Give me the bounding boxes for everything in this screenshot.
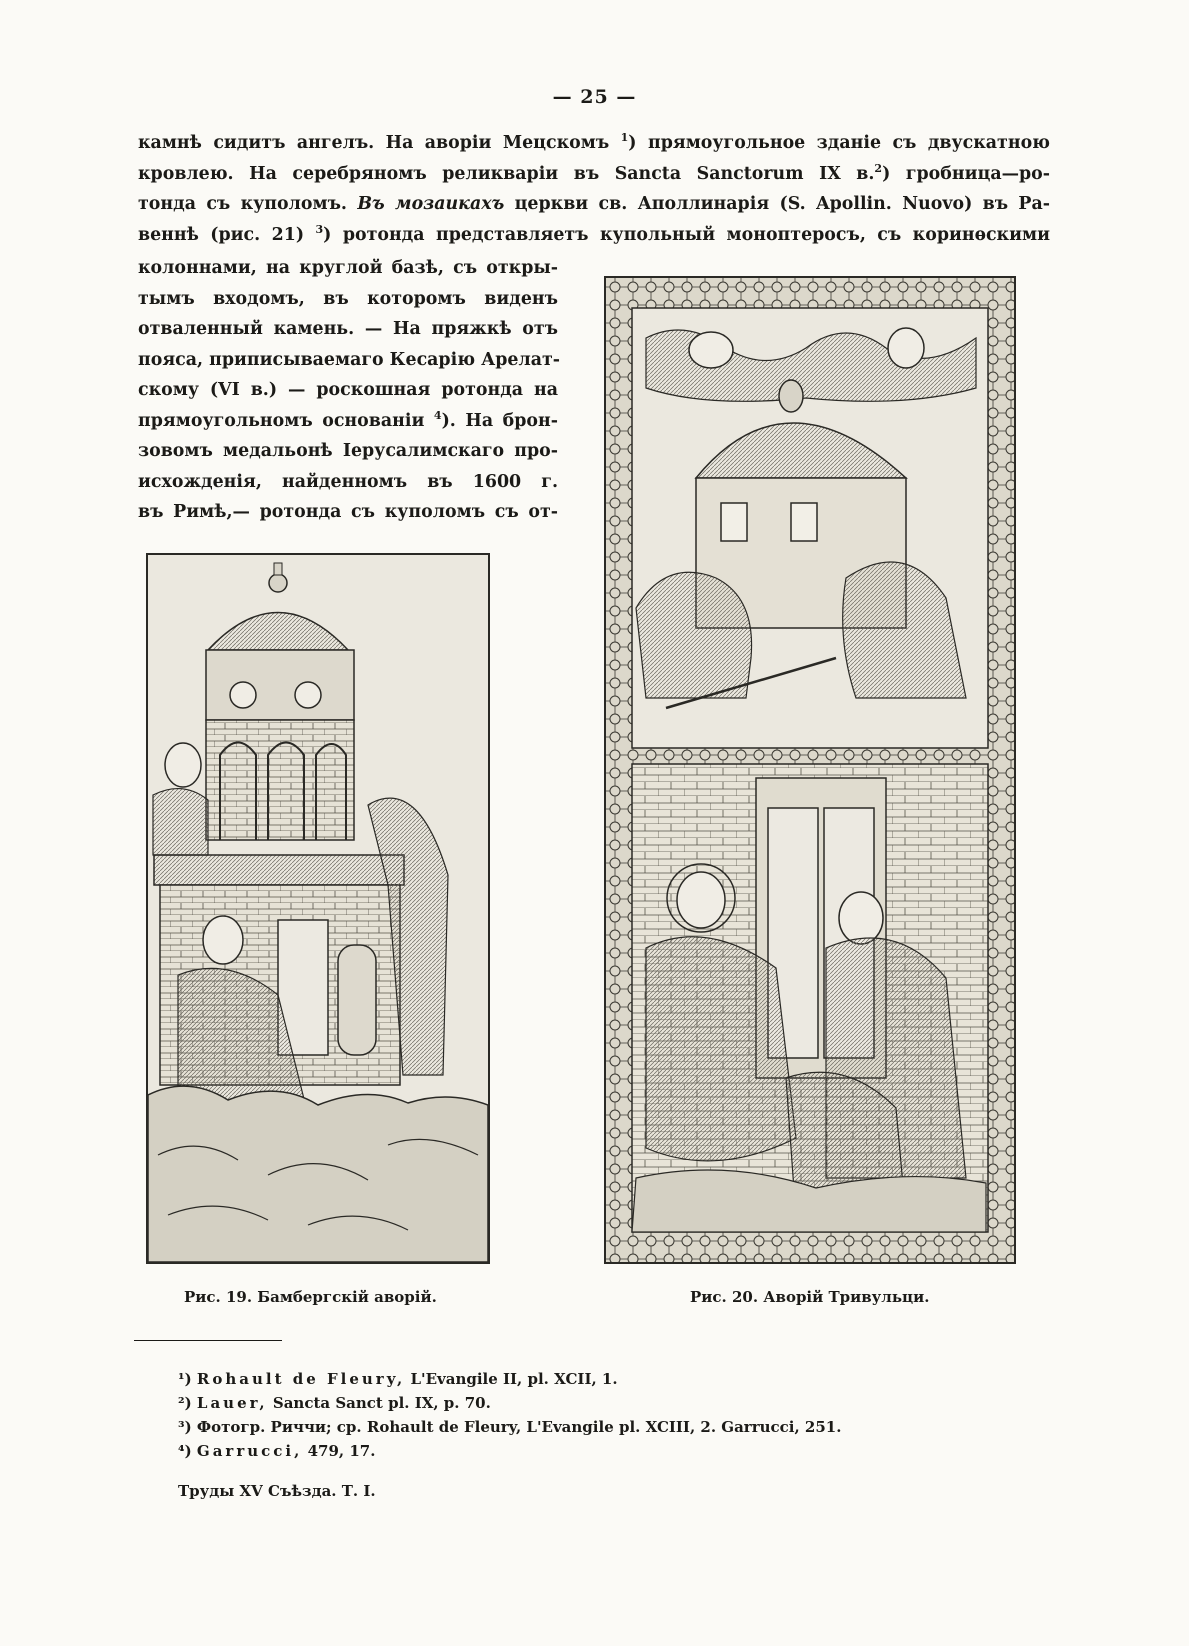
footnotes	[178, 1367, 841, 1463]
footnote-divider	[134, 1340, 282, 1341]
text-line: веннѣ (рис. 21) $^3$) ротонда представляетъ купольный моноптеросъ, съ коринѳскими	[138, 222, 1051, 245]
footnote-4: ⁴) Garrucci, 479, 17.	[178, 1442, 376, 1460]
text-line: камнѣ сидитъ ангелъ. На аворіи Мецскомъ $^1$) прямоугольное зданіе съ двускатною	[138, 131, 1050, 153]
text-line: колоннами, на круглой базѣ, съ откры-	[138, 258, 558, 278]
journal-signature: Труды XV Съѣзда. Т. I.	[178, 1482, 376, 1500]
text-line: тонда съ куполомъ. Въ мозаикахъ церкви св. Аполлинарія (S. Apollin. Nuovo) въ Ра-	[138, 194, 1050, 214]
body-text-full-width	[138, 128, 1050, 250]
text-line: пояса, приписываемаго Кесарію Арелат-	[138, 349, 560, 370]
body-text-column	[138, 253, 558, 528]
figure-20-caption: Рис. 20. Аворій Тривульци.	[690, 1288, 930, 1306]
text-line: въ Римѣ,— ротонда съ куполомъ съ от-	[138, 502, 558, 522]
text-line: скому (VI в.) — роскошная ротонда на	[138, 380, 558, 400]
text-line: прямоугольномъ основаніи $^4$). На брон-	[138, 408, 558, 431]
footnote-1: ¹) Rohault de Fleury, L'Evangile II, pl. XCII, 1.	[178, 1370, 618, 1388]
bamberg-ivory-engraving	[148, 555, 488, 1262]
footnote-2: ²) Lauer, Sancta Sanct pl. IX, p. 70.	[178, 1394, 491, 1412]
text-line: тымъ входомъ, въ которомъ виденъ	[138, 288, 558, 309]
footnote-3: ³) Фотогр. Риччи; ср. Rohault de Fleury, L'Evangile pl. XCIII, 2. Garrucci, 251.	[178, 1418, 842, 1436]
text-line: зовомъ медальонѣ Іерусалимскаго про-	[138, 441, 558, 461]
text-line: исхожденія, найденномъ въ 1600 г.	[138, 471, 558, 492]
trivulzio-ivory-engraving	[606, 278, 1014, 1262]
figure-bamberg-ivory	[146, 553, 490, 1264]
text-line: отваленный камень. — На пряжкѣ отъ	[138, 319, 558, 339]
figure-trivulzio-ivory	[604, 276, 1016, 1264]
text-line: кровлею. На серебряномъ реликваріи въ Sancta Sanctorum IX в.$^2$) гробница—ро-	[138, 161, 1050, 184]
page-number: — 25 —	[552, 86, 637, 108]
figure-19-caption: Рис. 19. Бамбергскій аворій.	[184, 1288, 437, 1306]
